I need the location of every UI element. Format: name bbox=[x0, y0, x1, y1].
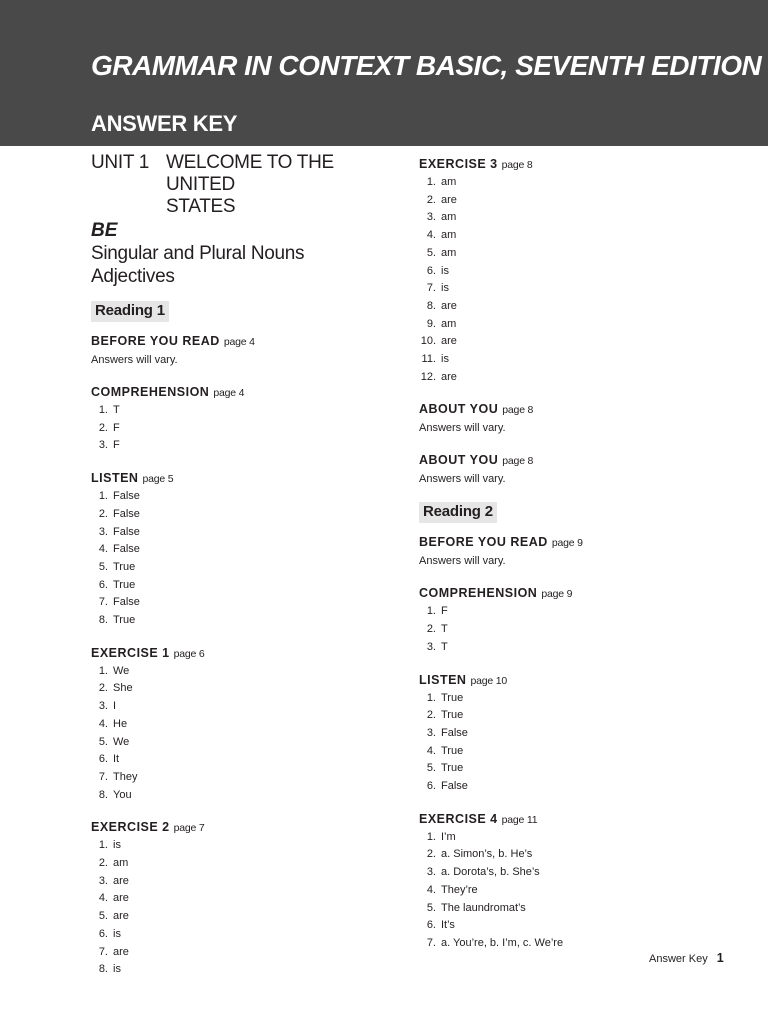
book-title: GRAMMAR IN CONTEXT BASIC, SEVENTH EDITION bbox=[91, 50, 762, 81]
answer-item bbox=[91, 769, 391, 787]
answer-number: 1. bbox=[98, 839, 108, 852]
answer-number: 12. bbox=[420, 370, 436, 383]
answer-key-title: ANSWER KEY bbox=[91, 111, 238, 136]
answer-text: is bbox=[441, 353, 449, 366]
unit-title-line1: WELCOME TO THE UNITED bbox=[166, 152, 334, 195]
answer-number: 2. bbox=[98, 507, 108, 520]
answer-list bbox=[419, 603, 719, 656]
section-comprehension bbox=[91, 383, 391, 402]
footer-label: Answer Key bbox=[649, 953, 708, 965]
answer-item bbox=[419, 882, 719, 900]
section-page: page 8 bbox=[502, 404, 534, 417]
answer-text: are bbox=[113, 945, 129, 958]
answer-item bbox=[419, 192, 719, 210]
answer-text: am bbox=[441, 246, 457, 259]
answer-text: We bbox=[113, 664, 130, 677]
answer-item bbox=[419, 743, 719, 761]
section-comprehension bbox=[419, 584, 719, 603]
answer-text: T bbox=[441, 640, 448, 653]
answer-number: 2. bbox=[98, 857, 108, 870]
section-label: ABOUT YOU bbox=[419, 453, 499, 468]
section-page: page 4 bbox=[223, 336, 255, 348]
answer-text: They bbox=[113, 770, 138, 783]
answer-list bbox=[91, 402, 391, 455]
answer-number: 7. bbox=[98, 945, 108, 958]
answer-text: are bbox=[113, 892, 129, 905]
answer-item bbox=[419, 760, 719, 778]
answer-number: 1. bbox=[426, 830, 436, 843]
answer-number: 7. bbox=[98, 596, 108, 609]
reading-1-label: Reading 1 bbox=[91, 301, 169, 322]
answer-text: False bbox=[113, 507, 140, 520]
unit-number: UNIT 1 bbox=[91, 152, 150, 173]
answer-item bbox=[419, 263, 719, 281]
section-label: EXERCISE 1 bbox=[91, 645, 170, 660]
answer-item bbox=[419, 917, 719, 935]
answer-text: are bbox=[113, 874, 129, 887]
answer-number: 1. bbox=[98, 490, 108, 503]
answer-text: am bbox=[441, 317, 457, 330]
answer-text: are bbox=[441, 370, 457, 383]
answer-number: 6. bbox=[426, 780, 436, 793]
section-page: page 9 bbox=[551, 537, 583, 550]
answer-item bbox=[91, 420, 391, 438]
answer-number: 6. bbox=[98, 753, 108, 766]
answer-number: 5. bbox=[98, 560, 108, 573]
section-page: page 5 bbox=[142, 473, 174, 486]
answer-item bbox=[91, 734, 391, 752]
section-page: page 8 bbox=[502, 455, 534, 468]
answer-number: 4. bbox=[426, 883, 436, 896]
answer-number: 2. bbox=[98, 421, 108, 434]
answer-number: 6. bbox=[98, 927, 108, 940]
section-label: COMPREHENSION bbox=[91, 385, 210, 399]
answer-item bbox=[91, 908, 391, 926]
answer-list bbox=[91, 488, 391, 630]
answer-number: 5. bbox=[426, 246, 436, 259]
answer-item bbox=[419, 209, 719, 227]
section-page: page 6 bbox=[173, 647, 205, 660]
answer-number: 5. bbox=[98, 735, 108, 748]
answer-note: Answers will vary. bbox=[91, 354, 178, 366]
answer-item bbox=[91, 751, 391, 769]
answer-text: am bbox=[441, 229, 457, 242]
answer-number: 7. bbox=[98, 770, 108, 783]
answer-text: It’s bbox=[441, 919, 455, 932]
answer-item bbox=[419, 174, 719, 192]
section-page: page 4 bbox=[213, 387, 245, 399]
answer-item bbox=[419, 333, 719, 351]
answer-text: The laundromat’s bbox=[441, 901, 526, 914]
answer-number: 2. bbox=[426, 193, 436, 206]
answer-number: 10. bbox=[420, 335, 436, 348]
answer-item bbox=[419, 725, 719, 743]
answer-number: 7. bbox=[426, 282, 436, 295]
answer-item bbox=[419, 227, 719, 245]
answer-text: He bbox=[113, 717, 128, 730]
answer-number: 5. bbox=[98, 910, 108, 923]
section-exercise-4 bbox=[419, 810, 719, 829]
answer-item bbox=[419, 639, 719, 657]
answer-number: 1. bbox=[426, 176, 436, 188]
answer-text: a. You’re, b. I’m, c. We’re bbox=[441, 936, 564, 949]
answer-list bbox=[91, 837, 391, 979]
answer-number: 2. bbox=[426, 848, 436, 861]
answer-text: You bbox=[113, 788, 132, 801]
answer-item bbox=[419, 245, 719, 263]
answer-text: She bbox=[113, 682, 133, 695]
answer-text: True bbox=[441, 762, 464, 775]
answer-number: 8. bbox=[98, 788, 108, 801]
answer-item bbox=[91, 855, 391, 873]
answer-text: is bbox=[113, 839, 121, 852]
answer-item bbox=[419, 351, 719, 369]
answer-item bbox=[91, 698, 391, 716]
answer-number: 6. bbox=[426, 919, 436, 932]
answer-list bbox=[419, 829, 719, 953]
section-listen bbox=[419, 671, 719, 690]
unit-topic-adjectives: Adjectives bbox=[91, 266, 175, 287]
unit-topic-be: BE bbox=[91, 220, 118, 241]
answer-item bbox=[91, 944, 391, 962]
section-about-you-2 bbox=[419, 451, 719, 470]
page-footer bbox=[649, 950, 724, 967]
section-label: BEFORE YOU READ bbox=[91, 334, 220, 348]
section-exercise-3 bbox=[419, 155, 719, 174]
page-number: 1 bbox=[716, 951, 724, 965]
unit-title bbox=[166, 152, 391, 218]
answer-number: 1. bbox=[426, 691, 436, 704]
section-label: LISTEN bbox=[91, 471, 139, 486]
answer-number: 8. bbox=[426, 299, 436, 312]
answer-text: are bbox=[441, 299, 457, 312]
answer-number: 3. bbox=[98, 874, 108, 887]
answer-list bbox=[419, 174, 719, 386]
answer-text: F bbox=[113, 421, 120, 434]
answer-number: 6. bbox=[98, 578, 108, 591]
answer-text: False bbox=[441, 780, 468, 793]
section-before-you-read bbox=[419, 533, 719, 552]
answer-number: 3. bbox=[426, 640, 436, 653]
unit-topic-nouns: Singular and Plural Nouns bbox=[91, 243, 305, 264]
answer-note: Answers will vary. bbox=[419, 473, 506, 486]
answer-text: are bbox=[113, 910, 129, 923]
answer-number: 2. bbox=[98, 682, 108, 695]
section-about-you-1 bbox=[419, 400, 719, 419]
unit-title-line2: STATES bbox=[166, 196, 236, 217]
right-column bbox=[419, 155, 719, 953]
answer-item bbox=[419, 621, 719, 639]
answer-number: 8. bbox=[98, 963, 108, 976]
answer-text: am bbox=[113, 857, 129, 870]
answer-item bbox=[419, 316, 719, 334]
answer-number: 7. bbox=[426, 936, 436, 949]
section-label: EXERCISE 2 bbox=[91, 820, 170, 835]
section-label: ABOUT YOU bbox=[419, 402, 499, 417]
answer-text: False bbox=[113, 490, 140, 503]
answer-item bbox=[419, 900, 719, 918]
answer-text: False bbox=[113, 525, 140, 538]
answer-text: We bbox=[113, 735, 130, 748]
answer-text: am bbox=[441, 176, 457, 188]
section-listen bbox=[91, 469, 391, 488]
answer-note: Answers will vary. bbox=[419, 555, 506, 568]
answer-number: 2. bbox=[426, 623, 436, 636]
reading-2-label: Reading 2 bbox=[419, 502, 497, 523]
answer-text: I bbox=[113, 700, 117, 713]
answer-text: T bbox=[441, 623, 448, 636]
answer-number: 6. bbox=[426, 264, 436, 277]
answer-text: True bbox=[441, 691, 464, 704]
answer-number: 2. bbox=[426, 709, 436, 722]
answer-text: False bbox=[441, 726, 468, 739]
answer-text: is bbox=[441, 282, 449, 295]
answer-number: 11. bbox=[421, 353, 436, 366]
answer-number: 3. bbox=[426, 866, 436, 879]
answer-number: 8. bbox=[98, 614, 108, 627]
answer-text: are bbox=[441, 335, 457, 348]
section-page: page 10 bbox=[470, 674, 508, 687]
answer-text: False bbox=[113, 596, 140, 609]
answer-item bbox=[91, 402, 391, 420]
answer-text: True bbox=[441, 709, 464, 722]
answer-text: F bbox=[441, 605, 448, 618]
answer-number: 1. bbox=[98, 404, 108, 416]
answer-number: 9. bbox=[426, 317, 436, 330]
answer-item bbox=[419, 707, 719, 725]
answer-item bbox=[419, 280, 719, 298]
left-column bbox=[91, 152, 391, 979]
section-exercise-1 bbox=[91, 644, 391, 663]
answer-number: 4. bbox=[98, 892, 108, 905]
answer-item bbox=[91, 926, 391, 944]
answer-item bbox=[91, 524, 391, 542]
section-before-you-read bbox=[91, 332, 391, 351]
answer-list bbox=[91, 663, 391, 805]
section-label: LISTEN bbox=[419, 672, 467, 687]
answer-item bbox=[91, 716, 391, 734]
answer-text: a. Dorota’s, b. She’s bbox=[441, 866, 540, 879]
section-exercise-2 bbox=[91, 818, 391, 837]
answer-number: 4. bbox=[426, 744, 436, 757]
answer-text: I’m bbox=[441, 830, 456, 843]
section-page: page 8 bbox=[501, 159, 533, 171]
answer-text: They’re bbox=[441, 883, 478, 896]
answer-item bbox=[91, 437, 391, 455]
answer-text: T bbox=[113, 404, 120, 416]
answer-item bbox=[91, 541, 391, 559]
answer-text: True bbox=[113, 578, 136, 591]
answer-text: True bbox=[113, 614, 136, 627]
answer-text: It bbox=[113, 753, 120, 766]
answer-number: 3. bbox=[426, 726, 436, 739]
section-label: EXERCISE 3 bbox=[419, 157, 498, 171]
section-page: page 9 bbox=[541, 588, 573, 601]
section-label: EXERCISE 4 bbox=[419, 811, 498, 826]
answer-item bbox=[91, 612, 391, 630]
answer-item bbox=[91, 506, 391, 524]
answer-number: 5. bbox=[426, 901, 436, 914]
answer-text: a. Simon’s, b. He’s bbox=[441, 848, 533, 861]
section-page: page 7 bbox=[173, 822, 205, 835]
answer-text: am bbox=[441, 211, 457, 224]
answer-text: F bbox=[113, 439, 120, 452]
answer-text: True bbox=[441, 744, 464, 757]
answer-number: 3. bbox=[98, 439, 108, 452]
answer-item bbox=[91, 890, 391, 908]
answer-text: are bbox=[441, 193, 457, 206]
answer-text: True bbox=[113, 560, 136, 573]
answer-item bbox=[419, 864, 719, 882]
answer-note: Answers will vary. bbox=[419, 422, 506, 435]
answer-item bbox=[419, 690, 719, 708]
answer-item bbox=[419, 846, 719, 864]
answer-item bbox=[91, 961, 391, 979]
answer-item bbox=[91, 559, 391, 577]
answer-item bbox=[419, 603, 719, 621]
answer-number: 4. bbox=[98, 717, 108, 730]
unit-heading bbox=[91, 152, 391, 218]
answer-text: False bbox=[113, 543, 140, 556]
answer-text: is bbox=[113, 927, 121, 940]
answer-text: is bbox=[441, 264, 449, 277]
answer-number: 4. bbox=[98, 543, 108, 556]
page-header bbox=[0, 0, 768, 146]
answer-number: 4. bbox=[426, 229, 436, 242]
answer-number: 1. bbox=[98, 664, 108, 677]
section-label: BEFORE YOU READ bbox=[419, 535, 548, 550]
section-page: page 11 bbox=[501, 813, 538, 826]
answer-item bbox=[91, 873, 391, 891]
answer-text: is bbox=[113, 963, 121, 976]
answer-item bbox=[91, 488, 391, 506]
answer-item bbox=[91, 787, 391, 805]
answer-item bbox=[91, 594, 391, 612]
answer-number: 1. bbox=[426, 605, 436, 618]
answer-number: 3. bbox=[98, 700, 108, 713]
answer-item bbox=[419, 369, 719, 387]
answer-item bbox=[419, 778, 719, 796]
answer-item bbox=[91, 663, 391, 681]
answer-item bbox=[91, 577, 391, 595]
answer-number: 3. bbox=[426, 211, 436, 224]
answer-item bbox=[419, 298, 719, 316]
answer-number: 5. bbox=[426, 762, 436, 775]
answer-item bbox=[91, 837, 391, 855]
answer-item bbox=[419, 829, 719, 847]
answer-item bbox=[91, 680, 391, 698]
section-label: COMPREHENSION bbox=[419, 586, 538, 601]
answer-number: 3. bbox=[98, 525, 108, 538]
answer-list bbox=[419, 690, 719, 796]
